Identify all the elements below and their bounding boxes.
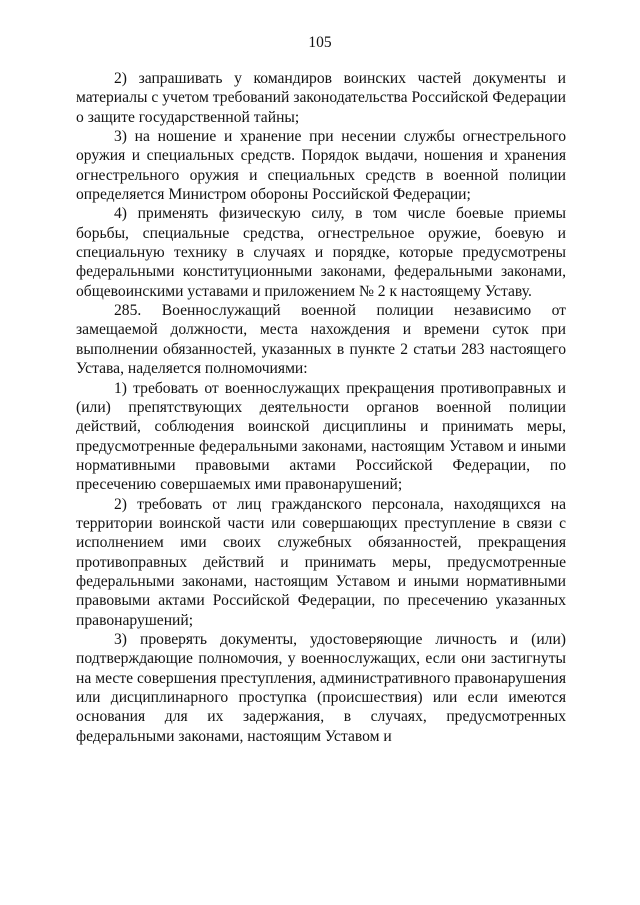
- paragraph-item-1-demand-servicemen: 1) требовать от военнослужащих прекращения противоправных и (или) препятствующих деятельности органов военной полиции действий, соблюдения воинской дисциплины и принимать меры, предусмотренные федеральными законами, настоящим Уставом и иными нормативными правовыми актами Российской Федерации, по пресечению совершаемых ими правонарушений;: [76, 379, 566, 494]
- page-number: 105: [308, 34, 332, 51]
- paragraph-item-3-firearms-carry: 3) на ношение и хранение при несении службы огнестрельного оружия и специальных средств. Порядок выдачи, ношения и хранения огнестрельного оружия и специальных средств в военной полиции определяется Министром обороны Российской Федерации;: [76, 128, 566, 204]
- paragraph-item-2-demand-civilian-personnel: 2) требовать от лиц гражданского персонала, находящихся на территории воинской части или совершающих преступление в связи с исполнением ими своих служебных обязанностей, прекращения противоправных действий и принимать меры, предусмотренные федеральными законами, настоящим Уставом и иными нормативными правовыми актами Российской Федерации, по пресечению указанных правонарушений;: [76, 495, 566, 629]
- document-body: [76, 69, 566, 746]
- paragraph-item-3-check-documents: 3) проверять документы, удостоверяющие личность и (или) подтверждающие полномочия, у военнослужащих, если они застигнуты на месте совершения преступления, административного правонарушения или дисциплинарного проступка (происшествия) или если имеются основания для их задержания, в случаях, предусмотренных федеральными законами, настоящим Уставом и: [76, 630, 566, 745]
- paragraph-article-285: 285. Военнослужащий военной полиции независимо от замещаемой должности, места нахождения и времени суток при выполнении обязанностей, указанных в пункте 2 статьи 283 настоящего Устава, наделяется полномочиями:: [76, 302, 566, 378]
- paragraph-item-2-classified-materials: 2) запрашивать у командиров воинских частей документы и материалы с учетом требований законодательства Российской Федерации о защите государственной тайны;: [76, 70, 566, 126]
- paragraph-item-4-physical-force: 4) применять физическую силу, в том числе боевые приемы борьбы, специальные средства, огнестрельное оружие, боевую и специальную технику в случаях и порядке, которые предусмотрены федеральными конституционными законами, федеральными законами, общевоинскими уставами и приложением № 2 к настоящему Уставу.: [76, 205, 566, 300]
